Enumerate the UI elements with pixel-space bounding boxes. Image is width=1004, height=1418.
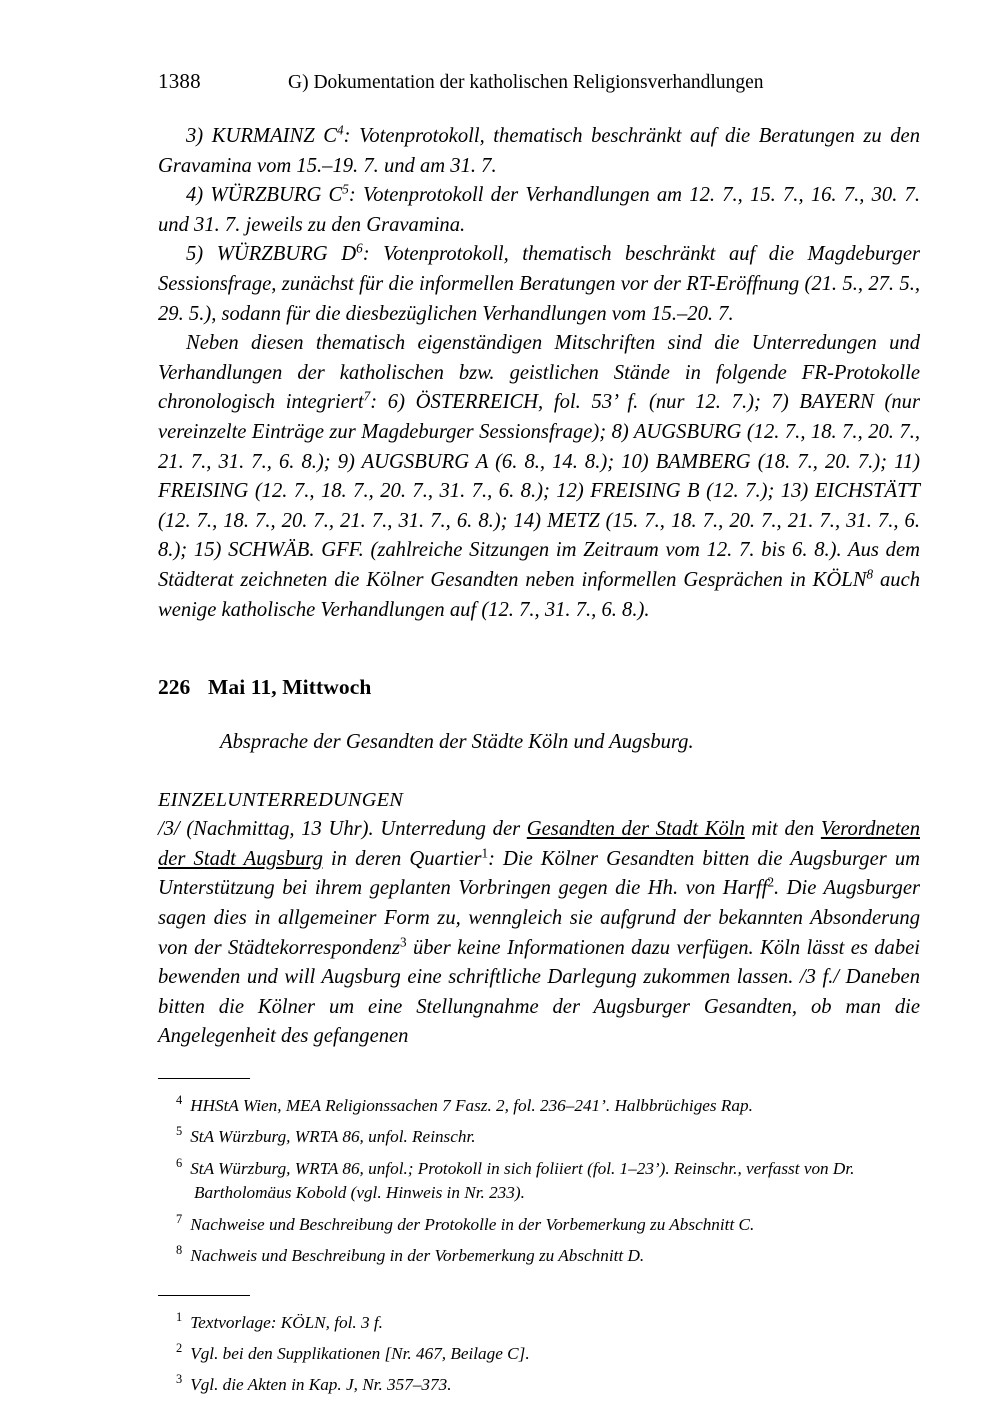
footnote-number: 4 [176, 1093, 183, 1108]
actor-augsburg: Verordneten der Stadt Augsburg [158, 818, 920, 870]
footnote-list-lower [158, 1305, 920, 1398]
footnote-item [158, 1207, 920, 1237]
record-text-c: in deren Quartier [322, 847, 482, 870]
footnote-item [158, 1367, 920, 1397]
record-text-d: : Die Kölner Gesandten bitten die Augsburger um Unterstützung bei ihrem geplanten Vorbringen gegen die Hh. von Harff [158, 847, 920, 900]
footnote-ref-5[interactable]: 5 [342, 181, 349, 197]
footnote-text: Vgl. die Akten in Kap. J, Nr. 357–373. [190, 1375, 452, 1395]
record-paragraph [158, 815, 920, 1052]
protocol-list-block [158, 122, 920, 625]
footnote-group-lower [158, 1295, 920, 1398]
record-heading [158, 675, 920, 700]
footnote-ref-1[interactable]: 1 [481, 845, 489, 861]
footnote-number: 3 [176, 1372, 183, 1387]
footnote-ref-4[interactable]: 4 [337, 122, 344, 138]
footnote-ref-6[interactable]: 6 [356, 240, 363, 256]
record-text-e: . Die Augsburger sagen dies in allgemeiner Form zu, wenngleich sie aufgrund der bekannten Absonderung von der Städtekorrespondenz [158, 877, 921, 959]
protocol-item-3-text: : Votenprotokoll, thematisch beschränkt auf die Beratungen zu den Gravamina vom 15.–19. 7. und am 31. 7. [158, 125, 920, 177]
record-date: Mai 11, Mittwoch [208, 675, 372, 700]
integration-paragraph [158, 329, 920, 625]
record-text-f: über keine Informationen dazu verfügen. Köln lässt es dabei bewenden und will Augsburg eine schriftliche Darlegung zukommen lassen. /3 f./ Daneben bitten die Kölner um eine Stellungnahme der Augsburger Gesandten, ob man die Angelegenheit des gefangenen [158, 936, 921, 1048]
protocol-item-4-label: 4) WÜRZBURG C [186, 184, 343, 207]
record-subheading: EINZELUNTERREDUNGEN [158, 788, 404, 811]
footnote-ref-2[interactable]: 2 [767, 874, 775, 890]
footnote-number: 1 [176, 1309, 183, 1324]
protocol-item-3 [158, 122, 920, 181]
footnote-number: 6 [176, 1155, 183, 1170]
record-regest: Absprache der Gesandten der Städte Köln und Augsburg. [220, 731, 694, 754]
actor-koeln: Gesandten der Stadt Köln [526, 818, 745, 841]
footnote-item [158, 1238, 920, 1268]
protocol-item-5 [158, 240, 920, 329]
footnote-text: HHStA Wien, MEA Religionssachen 7 Fasz. 2, fol. 236–241’. Halbbrüchiges Rap. [190, 1095, 753, 1115]
protocol-item-5-label: 5) WÜRZBURG D [186, 243, 357, 266]
footnote-text: StA Würzburg, WRTA 86, unfol. Reinschr. [190, 1127, 476, 1147]
footnote-ref-3[interactable]: 3 [399, 934, 407, 950]
footnote-item [158, 1088, 920, 1118]
footnote-text: Vgl. bei den Supplikationen [Nr. 467, Beilage C]. [190, 1343, 530, 1363]
footnote-number: 8 [176, 1243, 183, 1258]
footnote-group-upper [158, 1078, 920, 1269]
protocol-item-4 [158, 181, 920, 240]
record-number: 226 [158, 675, 191, 700]
integration-text-1: Neben diesen thematisch eigenständigen Mitschriften sind die Unterredungen und Verhandlungen der katholischen bzw. geistlichen Stände in folgende FR-Protokolle chronologisch integriert [158, 332, 920, 414]
record-text-a: /3/ (Nachmittag, 13 Uhr). Unterredung der [158, 818, 527, 841]
footnote-item [158, 1336, 920, 1366]
footnote-ref-8[interactable]: 8 [866, 566, 874, 582]
footnote-number: 7 [176, 1211, 183, 1226]
footnote-item [158, 1305, 920, 1335]
footnote-text: Nachweis und Beschreibung in der Vorbemerkung zu Abschnitt D. [190, 1246, 645, 1266]
running-title: G) Dokumentation der katholischen Religionsverhandlungen [288, 72, 764, 93]
protocol-item-5-text: : Votenprotokoll, thematisch beschränkt auf die Magdeburger Sessionsfrage, zunächst für die informellen Beratungen vor der RT-Eröffnung (21. 5., 27. 5., 29. 5.), sodann für die diesbezüglichen Verhandlungen vom 15.–20. 7. [158, 243, 920, 325]
footnote-text: Nachweise und Beschreibung der Protokolle in der Vorbemerkung zu Abschnitt C. [190, 1214, 755, 1234]
footnote-ref-7[interactable]: 7 [363, 388, 371, 404]
footnote-number: 2 [176, 1341, 183, 1356]
footnote-text: Textvorlage: KÖLN, fol. 3 f. [190, 1312, 383, 1332]
running-head [158, 68, 920, 96]
footnote-number: 5 [176, 1124, 183, 1139]
record-text-b: mit den [744, 818, 821, 841]
footnote-separator-rule [158, 1078, 250, 1079]
footnote-item [158, 1119, 920, 1149]
integration-text-2: : 6) ÖSTERREICH, fol. 53’ f. (nur 12. 7.); 7) BAYERN (nur vereinzelte Einträge zur Magdeburger Sessionsfrage); 8) AUGSBURG (12. 7., 18. 7., 20. 7., 21. 7., 31. 7., 6. 8.); 9) AUGSBURG A (6. 8., 14. 8.); 10) BAMBERG (18. 7., 20. 7.); 11) FREISING (12. 7., 18. 7., 20. 7., 31. 7., 6. 8.); 12) FREISING B (12. 7.); 13) EICHSTÄTT (12. 7., 18. 7., 20. 7., 21. 7., 31. 7., 6. 8.); 14) METZ (15. 7., 18. 7., 20. 7., 21. 7., 31. 7., 6. 8.); 15) SCHWÄB. GFF. (zahlreiche Sitzungen im Zeitraum vom 12. 7. bis 6. 8.). Aus dem Städterat zeichneten die Kölner Gesandten neben informellen Gesprächen in KÖLN [158, 391, 920, 591]
footnote-list-upper [158, 1088, 920, 1269]
integration-text-3: auch wenige katholische Verhandlungen auf (12. 7., 31. 7., 6. 8.). [158, 568, 920, 621]
footnote-text: StA Würzburg, WRTA 86, unfol.; Protokoll in sich foliiert (fol. 1–23’). Reinschr., verfasst von Dr. Bartholomäus Kobold (vgl. Hinweis in Nr. 233). [190, 1158, 855, 1203]
protocol-item-3-label: 3) KURMAINZ C [186, 125, 338, 147]
footnote-item [158, 1151, 920, 1206]
page-content [158, 68, 920, 1399]
footnote-separator-rule [158, 1295, 250, 1296]
page-number: 1388 [158, 69, 201, 93]
protocol-item-4-text: : Votenprotokoll der Verhandlungen am 12. 7., 15. 7., 16. 7., 30. 7. und 31. 7. jeweils zu den Gravamina. [158, 184, 920, 236]
record-body [158, 815, 920, 1052]
